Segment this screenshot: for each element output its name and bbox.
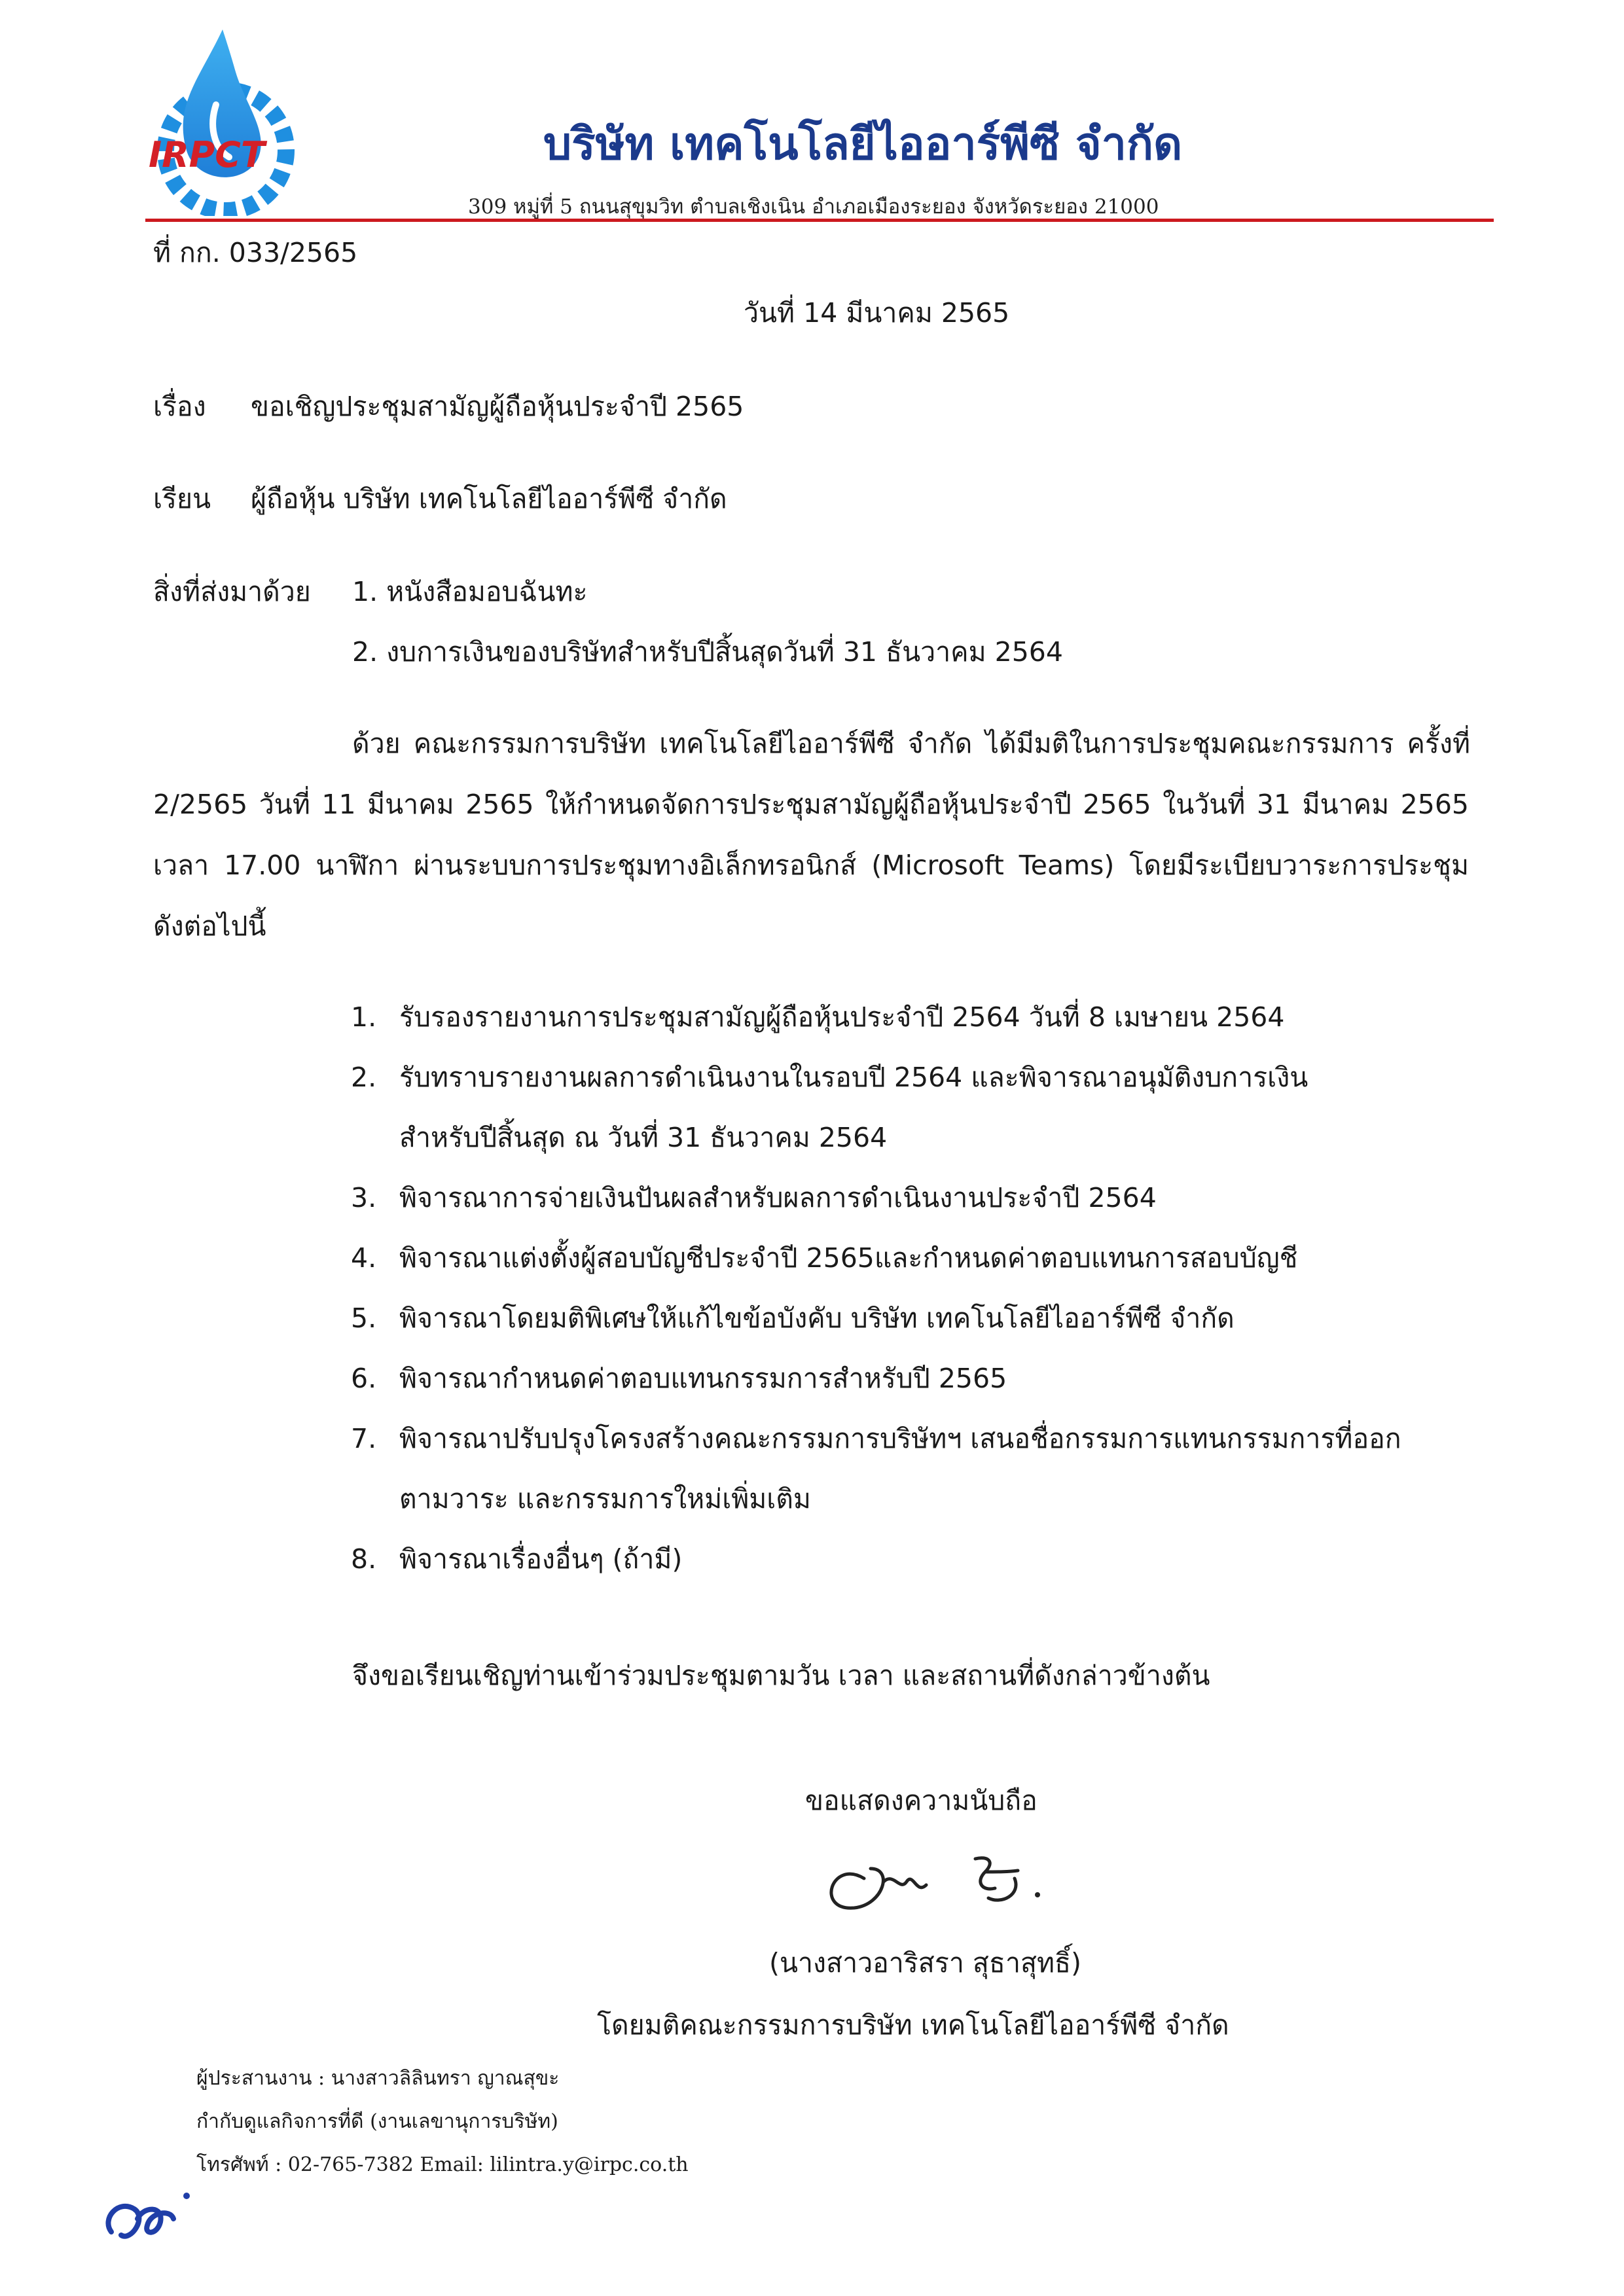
agenda-item: พิจารณาโดยมติพิเศษให้แก้ไขข้อบังคับ บริษัท เทคโนโลยีไออาร์พีซี จำกัด — [399, 1302, 1235, 1334]
agenda-item: พิจารณาปรับปรุงโครงสร้างคณะกรรมการบริษัทฯ เสนอชื่อกรรมการแทนกรรมการที่ออก — [399, 1423, 1401, 1454]
company-address: 309 หมู่ที่ 5 ถนนสุขุมวิท ตำบลเชิงเนิน อำเภอเมืองระยอง จังหวัดระยอง 21000 — [468, 195, 1159, 219]
agenda-item: พิจารณากำหนดค่าตอบแทนกรรมการสำหรับปี 2565 — [399, 1363, 1007, 1394]
agenda-item-continuation: สำหรับปีสิ้นสุด ณ วันที่ 31 ธันวาคม 2564 — [399, 1122, 888, 1153]
irpct-logo — [147, 26, 298, 216]
document-number: ที่ กก. 033/2565 — [153, 237, 358, 268]
agenda-item: พิจารณาแต่งตั้งผู้สอบบัญชีประจำปี 2565และกำหนดค่าตอบแทนการสอบบัญชี — [399, 1242, 1298, 1274]
agenda-item: พิจารณาเรื่องอื่นๆ (ถ้ามี) — [399, 1543, 683, 1575]
signer-title: โดยมติคณะกรรมการบริษัท เทคโนโลยีไออาร์พีซี จำกัด — [597, 2009, 1229, 2041]
body-paragraph-line: ดังต่อไปนี้ — [153, 910, 266, 942]
signer-name: (นางสาวอาริสรา สุธาสุทธิ์) — [769, 1947, 1082, 1979]
body-paragraph-line: ด้วย คณะกรรมการบริษัท เทคโนโลยีไออาร์พีซี จำกัด ได้มีมติในการประชุมคณะกรรมการ ครั้งที่ — [352, 728, 1470, 759]
agenda-item-continuation: ตามวาระ และกรรมการใหม่เพิ่มเติม — [399, 1483, 811, 1515]
agenda-item: รับรองรายงานการประชุมสามัญผู้ถือหุ้นประจำปี 2564 วันที่ 8 เมษายน 2564 — [399, 1001, 1285, 1033]
department-line: กำกับดูแลกิจการที่ดี (งานเลขานุการบริษัท) — [196, 2110, 558, 2133]
coordinator-line: ผู้ประสานงาน : นางสาวลิลินทรา ญาณสุขะ — [196, 2067, 560, 2090]
agenda-item: รับทราบรายงานผลการดำเนินงานในรอบปี 2564 และพิจารณาอนุมัติงบการเงิน — [399, 1062, 1308, 1093]
enclosure-item: 2. งบการเงินของบริษัทสำหรับปีสิ้นสุดวันที่ 31 ธันวาคม 2564 — [352, 636, 1063, 668]
subject-text: ขอเชิญประชุมสามัญผู้ถือหุ้นประจำปี 2565 — [251, 391, 744, 422]
closing-sentence: จึงขอเรียนเชิญท่านเข้าร่วมประชุมตามวัน เวลา และสถานที่ดังกล่าวข้างต้น — [352, 1660, 1210, 1691]
enclosure-item: 1. หนังสือมอบฉันทะ — [352, 576, 588, 607]
initials-mark — [98, 2179, 203, 2251]
agenda-item: พิจารณาการจ่ายเงินปันผลสำหรับผลการดำเนินงานประจำปี 2564 — [399, 1182, 1157, 1213]
body-paragraph-line: 2/2565 วันที่ 11 มีนาคม 2565 ให้กำหนดจัดการประชุมสามัญผู้ถือหุ้นประจำปี 2565 ในวันที่ 31 มีนาคม 2565 — [153, 789, 1469, 820]
header-divider — [145, 219, 1494, 222]
agenda-number: 6. — [351, 1363, 377, 1394]
contact-line: โทรศัพท์ : 02-765-7382 Email: lilintra.y@irpc.co.th — [196, 2153, 689, 2176]
body-paragraph-line: เวลา 17.00 นาฬิกา ผ่านระบบการประชุมทางอิเล็กทรอนิกส์ (Microsoft Teams) โดยมีระเบียบวาระการประชุม — [153, 850, 1469, 881]
handwritten-signature — [818, 1833, 1093, 1924]
agenda-number: 4. — [351, 1242, 377, 1274]
agenda-number: 1. — [351, 1001, 377, 1033]
company-name: บริษัท เทคโนโลยีไออาร์พีซี จำกัด — [543, 118, 1183, 170]
agenda-number: 8. — [351, 1543, 377, 1575]
recipient-text: ผู้ถือหุ้น บริษัท เทคโนโลยีไออาร์พีซี จำกัด — [251, 483, 727, 514]
agenda-number: 2. — [351, 1062, 377, 1093]
document-date: วันที่ 14 มีนาคม 2565 — [744, 297, 1010, 329]
regards: ขอแสดงความนับถือ — [805, 1785, 1038, 1816]
recipient-label: เรียน — [153, 483, 211, 514]
subject-label: เรื่อง — [153, 391, 206, 422]
agenda-number: 7. — [351, 1423, 377, 1454]
logo-wordmark: IRPCT — [149, 134, 265, 175]
agenda-number: 5. — [351, 1302, 377, 1334]
agenda-number: 3. — [351, 1182, 377, 1213]
enclosures-label: สิ่งที่ส่งมาด้วย — [153, 576, 311, 607]
